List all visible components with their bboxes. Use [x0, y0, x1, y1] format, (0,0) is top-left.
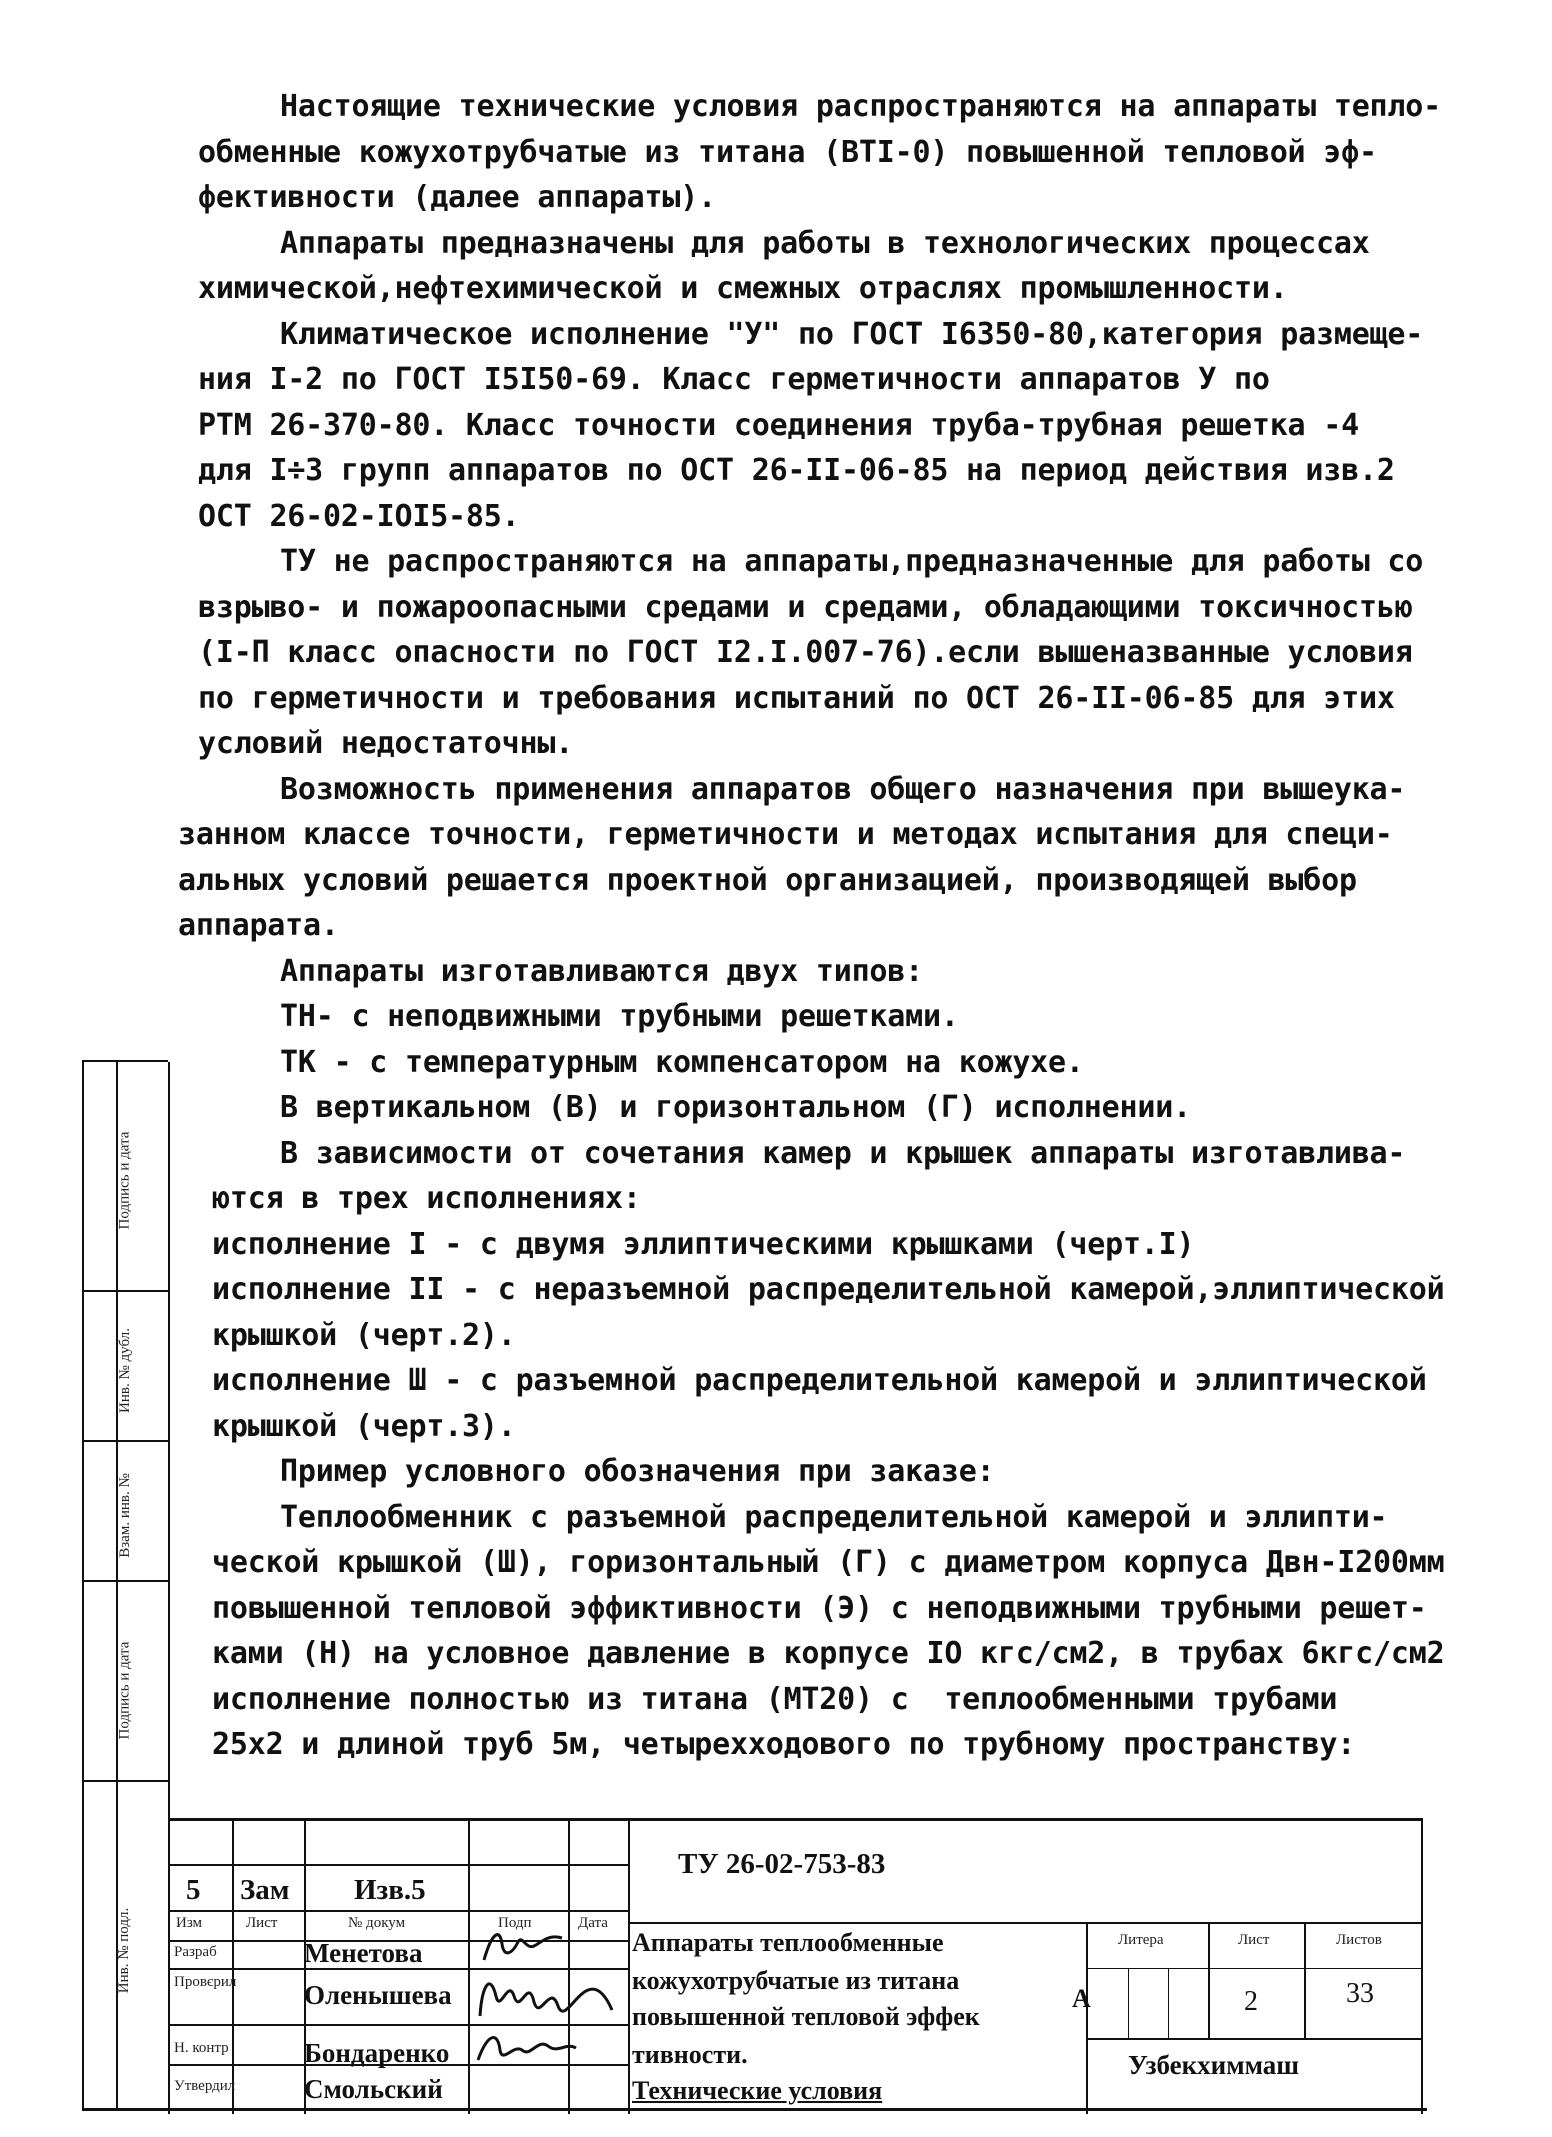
text-line: ются в трех исполнениях:	[212, 1181, 641, 1216]
text-line: Возможность применения аппаратов общего назначения при вышеука-	[280, 771, 1406, 807]
binding-strip	[82, 1060, 168, 2110]
text-line: 25х2 и длиной труб 5м, четырехходового по трубному пространству:	[212, 1727, 1356, 1762]
text-line: взрыво- и пожароопасными средами и средами, обладающими токсичностью	[198, 589, 1413, 625]
label-litera: Литера	[1118, 1932, 1164, 1948]
doc-title-line-2: кожухотрубчатые из титана	[632, 1966, 960, 1995]
text-line: по герметичности и требования испытаний по ОСТ 26-II-06-85 для этих	[198, 680, 1395, 716]
text-line: крышкой (черт.2).	[212, 1317, 516, 1353]
label-sign: Подп	[498, 1915, 532, 1931]
text-line: ТУ не распространяются на аппараты,предназначенные для работы со	[280, 544, 1424, 579]
text-line: обменные кожухотрубчатые из титана (ВТI-0) повышенной тепловой эф-	[198, 134, 1377, 170]
text-line: Аппараты предназначены для работы в технологических процессах	[280, 225, 1370, 261]
change-number: 5	[186, 1874, 201, 1906]
text-line: ТН- с неподвижными трубными решетками.	[280, 999, 959, 1034]
name-checker: Оленышева	[304, 1980, 452, 2010]
litera-value: А	[1072, 1984, 1091, 2013]
signature-checker	[470, 1966, 620, 2028]
text-line: ТК - с температурным компенсатором на кожухе.	[280, 1044, 1084, 1080]
signature-developer	[478, 1924, 568, 1970]
text-line: Пример условного обозначения при заказе:	[280, 1454, 995, 1489]
name-developer: Менетова	[304, 1938, 423, 1968]
label-doc-no: № докум	[348, 1915, 406, 1931]
name-approver: Смольский	[304, 2074, 443, 2104]
text-line: ческой крышкой (Ш), горизонтальный (Г) с диаметром корпуса Двн-I200мм	[212, 1545, 1445, 1580]
label-izm: Изм	[176, 1915, 203, 1931]
label-sheets: Листов	[1336, 1932, 1382, 1948]
side-label-sign-date-1: Подпись и дата	[116, 1131, 133, 1229]
label-date: Дата	[578, 1915, 608, 1931]
side-label-sign-date-2: Подпись и дата	[116, 1641, 133, 1739]
text-line: исполнение I - с двумя эллиптическими крышками (черт.I)	[212, 1226, 1195, 1262]
doc-title-line-5: Технические условия	[632, 2076, 883, 2105]
side-label-inv-podl: Инв. № подл.	[116, 1907, 133, 1993]
text-line: крышкой (черт.3).	[212, 1408, 516, 1444]
role-norm-control: Н. контр	[174, 2040, 229, 2056]
text-line: ния I-2 по ГОСТ I5I50-69. Класс герметичности аппаратов У по	[198, 362, 1270, 397]
text-line: химической,нефтехимической и смежных отраслях промышленности.	[198, 271, 1288, 306]
label-sheet: Лист	[1238, 1932, 1270, 1948]
doc-title-line-1: Аппараты теплообменные	[632, 1928, 944, 1957]
side-label-inv-dubl: Инв. № дубл.	[116, 1327, 133, 1413]
text-line: РТМ 26-370-80. Класс точности соединения труба-трубная решетка -4	[198, 407, 1359, 443]
text-line: исполнение Ш - с разъемной распределительной камерой и эллиптической	[212, 1363, 1427, 1398]
text-line: ками (Н) на условное давление в корпусе IO кгс/см2, в трубах 6кгс/см2	[212, 1636, 1445, 1671]
role-developer: Разраб	[174, 1944, 217, 1960]
text-line: (I-П класс опасности по ГОСТ I2.I.007-76).если вышеназванные условия	[198, 635, 1413, 670]
label-list: Лист	[246, 1915, 278, 1931]
text-line: аппарата.	[178, 908, 339, 943]
change-sheet: Зам	[240, 1874, 290, 1906]
document-code: ТУ 26-02-753-83	[678, 1848, 886, 1880]
text-line: Теплообменник с разъемной распределительной камерой и эллипти-	[280, 1499, 1388, 1535]
signature-norm-control	[472, 2026, 582, 2070]
side-label-vzam-inv: Взам. инв. №	[116, 1472, 133, 1558]
text-line: исполнение полностью из титана (МТ20) с теплообменными трубами	[212, 1681, 1338, 1717]
text-line: альных условий решается проектной организацией, производящей выбор	[178, 862, 1357, 898]
text-line: повышенной тепловой эффиктивности (Э) с неподвижными трубными решет-	[212, 1590, 1427, 1626]
text-line: занном классе точности, герметичности и методах испытания для специ-	[178, 817, 1393, 852]
title-block	[168, 1818, 1423, 2114]
doc-title-line-4: тивности.	[632, 2040, 748, 2069]
sheet-number: 2	[1244, 1986, 1258, 2017]
text-line: В вертикальном (В) и горизонтальном (Г) исполнении.	[280, 1090, 1191, 1125]
change-document: Изв.5	[354, 1874, 426, 1906]
name-norm-control: Бондаренко	[304, 2038, 450, 2068]
text-line: Климатическое исполнение "У" по ГОСТ I6350-80,категория размеще-	[280, 316, 1424, 352]
text-line: исполнение II - с неразъемной распределительной камерой,эллиптической	[212, 1272, 1445, 1307]
text-line: ОСТ 26-02-IOI5-85.	[198, 498, 520, 534]
text-line: фективности (далее аппараты).	[198, 180, 716, 215]
document-body	[178, 84, 1468, 1768]
sheets-total: 33	[1346, 1978, 1374, 2009]
text-line: для I÷3 групп аппаратов по ОСТ 26-II-06-85 на период действия изв.2	[198, 453, 1395, 488]
role-checker: Провєрил	[174, 1974, 237, 1990]
doc-title-line-3: повышенной тепловой эффек	[632, 2002, 980, 2031]
organization: Узбекхиммаш	[1128, 2050, 1300, 2080]
text-line: Аппараты изготавливаются двух типов:	[280, 953, 924, 989]
text-line: условий недостаточны.	[198, 726, 574, 761]
text-line: В зависимости от сочетания камер и крышек аппараты изготавлива-	[280, 1135, 1406, 1171]
role-approver: Утвердил	[174, 2078, 236, 2094]
text-line: Настоящие технические условия распространяются на аппараты тепло-	[280, 89, 1441, 124]
